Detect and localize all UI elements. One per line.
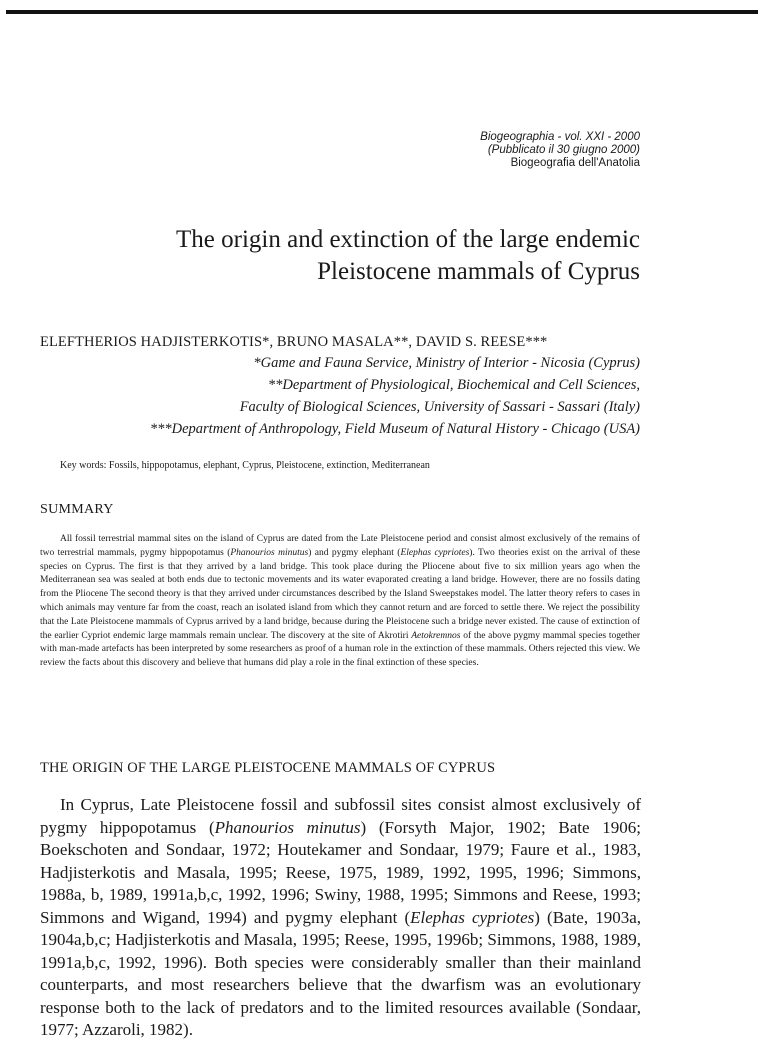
species-name: Elephas cypriotes <box>400 547 470 558</box>
body-text: In Cyprus, Late Pleistocene fossil and subfossil sites consist almost exclusively of pygmy hippopotamus ( <box>40 795 641 837</box>
journal-volume: Biogeographia - vol. XXI - 2000 <box>480 131 640 143</box>
affiliation-physiology-dept: **Department of Physiological, Biochemical and Cell Sciences, <box>267 377 640 393</box>
journal-issue-title: Biogeografia dell'Anatolia <box>510 157 640 169</box>
affiliations <box>150 352 640 440</box>
summary-text: ) and pygmy elephant ( <box>308 547 401 558</box>
body-paragraph <box>40 794 641 1042</box>
species-name: Elephas cypriotes <box>410 907 535 927</box>
keywords: Key words: Fossils, hippopotamus, elephant, Cyprus, Pleistocene, extinction, Mediterranean <box>60 460 430 471</box>
journal-publication-date: (Pubblicato il 30 giugno 2000) <box>487 144 640 156</box>
paper-title-line-1: The origin and extinction of the large endemic <box>176 226 640 253</box>
summary-text: ). Two theories exist on the arrival of these species on Cyprus. The first is that they arrived by a land bridge. This took place during the Pliocene about five to six million years ago when the Mediterranean sea was sealed at both ends due to tectonic movements and its water evaporated creating a land bridge. However, there are no fossils dating from the Pliocene The second theory is that they arrived under circumstances described by the Island Sweepstakes model. The latter theory refers to cases in which animals may venture far from the coast, reach an isolated island from which they cannot return and are forced to settle there. We reject the possibility that the Late Pleistocene mammals of Cyprus arrived by a land bridge, because during the Pleistocene such a bridge never existed. The cause of extinction of the earlier Cypriot endemic large mammals remain unclear. The discovery at the site of Akrotiri <box>40 547 640 641</box>
site-name: Aetokremnos <box>411 630 461 641</box>
summary-text: All fossil terrestrial mammal sites on the island of Cyprus are dated from the Late Pleistocene period and consist almost exclusively of the remains of two terrestrial mammals, pygmy hippopotamus ( <box>40 534 640 558</box>
affiliation-game-fauna: *Game and Fauna Service, Ministry of Interior - Nicosia (Cyprus) <box>253 355 640 371</box>
body-text: ) (Bate, 1903a, 1904a,b,c; Hadjisterkotis and Masala, 1995; Reese, 1995, 1996b; Simmons, 1988, 1989, 1991a,b,c, 1992, 1996). Both species were considerably smaller than their mainland counterparts, and most researchers believe that the dwarfism was an evolutionary response both to the lack of predators and to the limited resources available (Sondaar, 1977; Azzaroli, 1982). <box>40 907 641 1039</box>
affiliation-field-museum: ***Department of Anthropology, Field Museum of Natural History - Chicago (USA) <box>149 421 640 437</box>
paper-title-line-2: Pleistocene mammals of Cyprus <box>317 258 640 285</box>
section-heading: THE ORIGIN OF THE LARGE PLEISTOCENE MAMMALS OF CYPRUS <box>40 760 496 776</box>
summary-heading: SUMMARY <box>40 502 114 517</box>
summary-paragraph <box>40 533 640 671</box>
journal-info <box>480 131 640 170</box>
paper-title <box>40 224 640 288</box>
author-list: ELEFTHERIOS HADJISTERKOTIS*, BRUNO MASALA**, DAVID S. REESE*** <box>40 334 548 350</box>
affiliation-sassari-university: Faculty of Biological Sciences, University of Sassari - Sassari (Italy) <box>239 399 640 415</box>
top-rule <box>6 10 758 14</box>
species-name: Phanourios minutus <box>214 817 361 837</box>
body-text: ) (Forsyth Major, 1902; Bate 1906; Boekschoten and Sondaar, 1972; Houtekamer and Sondaar, 1979; Faure et al., 1983, Hadjisterkotis and Masala, 1995; Reese, 1975, 1989, 1992, 1995, 1996; Simmons, 1988a, b, 1989, 1991a,b,c, 1992, 1996; Swiny, 1988, 1995; Simmons and Reese, 1993; Simmons and Wigand, 1994) and pygmy elephant ( <box>40 817 642 927</box>
species-name: Phanourios minutus <box>230 547 309 558</box>
summary-text: of the above pygmy mammal species together with man-made artefacts has been interpreted by some researchers as proof of a human role in the extinction of these mammals. Others rejected this view. We review the facts about this discovery and believe that humans did play a role in the final extinction of these species. <box>40 630 640 669</box>
